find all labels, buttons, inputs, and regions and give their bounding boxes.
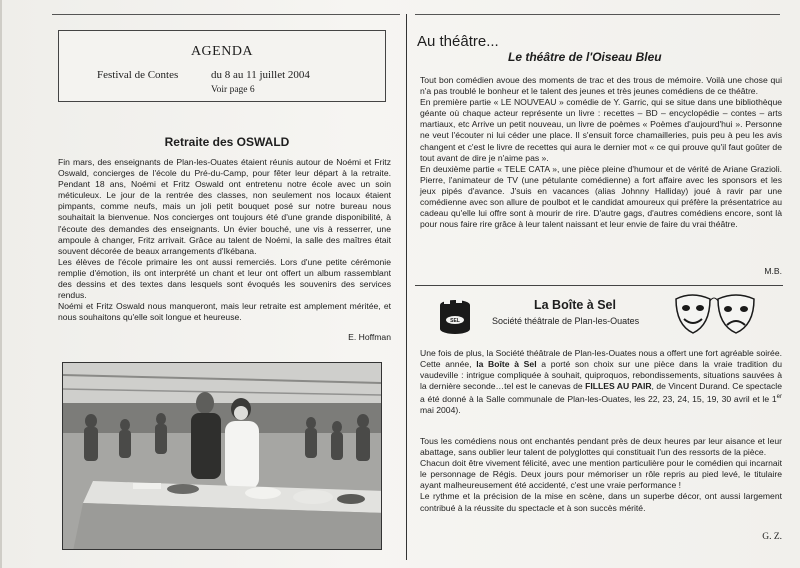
boite-paragraph-4: Le rythme et la précision de la mise en scène, dans un superbe décor, ont aussi largement contribué à la réussite du spectacle et à son succès mérité. bbox=[420, 491, 782, 513]
retirement-party-photo bbox=[62, 362, 382, 550]
salt-box-label: SEL bbox=[450, 318, 460, 324]
boite-signature: G. Z. bbox=[762, 532, 782, 542]
boite-heading: La Boîte à Sel bbox=[534, 298, 616, 312]
retraite-paragraph-3: Noémi et Fritz Oswald nous manqueront, mais leur retraite est amplement méritée, et nous souhaitons qu'elle soit longue et heureuse. bbox=[58, 301, 391, 323]
retraite-signature: E. Hoffman bbox=[348, 332, 391, 342]
boite-p1-f: mai 2004). bbox=[420, 405, 461, 416]
retraite-paragraph-1: Fin mars, des enseignants de Plan-les-Ouates étaient réunis autour de Noémi et Fritz Oswald, concierges de l'école du Pré-du-Camp, pour fêter leur départ à la retraite. Pendant 18 ans, Noémi et Fritz Oswald ont entretenu notre école avec un soin méticuleux. Le jour de la rentrée des classes, non seulement nos locaux étaient pimpants, comme neufs, mais un joli petit bouquet posé sur notre bureau nous souhaitait la bienvenue. Nos concierges ont toujours été d'une grande disponibilité, à l'écoute des demandes des enseignants. Un évier bouché, une vis à resserrer, une ampoule à changer, Fritz arrivait. Grâce au talent de Noémi, la salle des maîtres était souvent décorée de beaux arrangements d'Ikébana. bbox=[58, 157, 391, 256]
retraite-body bbox=[58, 157, 391, 323]
boite-p1-e: , de Vincent Durand. Ce spectacle a été donné à la Salle communale de Plan-les-Ouates, les 22, 23, 24, 15, 19, 30 avril et le 1 bbox=[420, 381, 782, 405]
salt-box-icon bbox=[436, 296, 474, 336]
agenda-box bbox=[58, 30, 386, 102]
retraite-paragraph-2: Les élèves de l'école primaire les ont aussi remerciés. Lors d'une petite cérémonie remplie d'émotion, ils ont interprété un chant et leur ont offert un album rassemblant des dessins et des textes dans lesquels sont évoqués les souvenirs des services rendus. bbox=[58, 256, 391, 301]
theatre-heading: Le théâtre de l'Oiseau Bleu bbox=[508, 50, 662, 64]
boite-p1-troupe: la Boîte à Sel bbox=[476, 359, 537, 370]
column-divider bbox=[406, 14, 407, 560]
boite-paragraph-1 bbox=[420, 348, 782, 416]
agenda-page-ref: Voir page 6 bbox=[211, 85, 255, 95]
boite-paragraph-3: Chacun doit être vivement félicité, avec une mention particulière pour le comédien qui incarnait le personnage de Régis. Deux jours pour mémoriser un rôle repris au pied levé, le titulaire ayant malheureusement été accidenté, c'est une vraie performance ! bbox=[420, 458, 782, 491]
agenda-title: AGENDA bbox=[190, 44, 254, 59]
boite-p1-c: a porté son choix sur une pièce dans la vraie tradition du vaudeville : intrigue compliquée à souhait, quiproquos, rebondissements, situations sauvées à la dernière seconde…tel est le canevas de bbox=[420, 359, 782, 392]
theatre-paragraph-1: Tout bon comédien avoue des moments de trac et des trous de mémoire. Voilà une chose qui n'a pas troublé le bonheur et le talent des jeunes et très jeunes comédiens de ce théâtre. bbox=[420, 75, 782, 97]
theatre-masks-icon bbox=[672, 291, 758, 337]
boite-body-rest bbox=[420, 436, 782, 514]
boite-p1-sup: er bbox=[776, 394, 782, 401]
agenda-dates: du 8 au 11 juillet 2004 bbox=[211, 69, 310, 81]
boite-p1-a: Une fois de plus, la Société théâtrale de Plan-les-Ouates nous a offert une fort agréable soirée. Cette année, bbox=[420, 348, 782, 370]
retraite-heading: Retraite des OSWALD bbox=[164, 135, 290, 149]
page-edge bbox=[0, 0, 2, 568]
agenda-festival: Festival de Contes bbox=[97, 69, 179, 81]
section-divider bbox=[415, 285, 783, 286]
theatre-paragraph-3: En deuxième partie « TELE CATA », une pièce pleine d'humour et de vérité de Ariane Grazioli. Pierre, l'animateur de TV (une pétulante comédienne) a fort affaire avec les sponsors et les jeux pipés d'avance. J'suis en vacances (alias Johnny Halliday) joué à ravir par une comédienne avec son allure de poulbot et le candidat amoureux qui préfère la présentatrice au cadeau qu'elle lui offre sont à mourir de rire. D'autre gags, d'autres comédiens encore, sont là pour nous faire rire grâce à leur talent naissant et leur envie de faire du vrai théâtre. bbox=[420, 163, 782, 230]
theatre-kicker: Au théâtre... bbox=[417, 33, 499, 50]
top-rule-right bbox=[415, 14, 780, 15]
boite-paragraph-2: Tous les comédiens nous ont enchantés pendant près de deux heures par leur aisance et leur abattage, sans oublier leur talent de polyglottes qui constituait l'un des ressorts de la pièce. bbox=[420, 436, 782, 458]
boite-subtitle: Société théâtrale de Plan-les-Ouates bbox=[492, 316, 640, 326]
theatre-signature: M.B. bbox=[764, 266, 782, 276]
theatre-body bbox=[420, 75, 782, 230]
theatre-paragraph-2: En première partie « LE NOUVEAU » comédie de Y. Garric, qui se situe dans une bibliothèque géante où chaque acteur représente un livre : recettes – BD – encyclopédie – contes – arts martiaux, etc Arrive un petit nouveau, un livre de poèmes « Poèmes d'aujourd'hui ». Personne ne veut l'écouter ni lui céder une place. Il s'ensuit force chamailleries, puis peu à peu les avis changent et c'est le livre de recettes qui aura le dernier mot « ce qui prouve qu'il faut goûter de tout avant de dire je n'aime pas ». bbox=[420, 97, 782, 163]
top-rule-left bbox=[52, 14, 400, 15]
boite-p1-play: FILLES AU PAIR bbox=[585, 381, 652, 392]
photo-illustration bbox=[63, 363, 382, 550]
